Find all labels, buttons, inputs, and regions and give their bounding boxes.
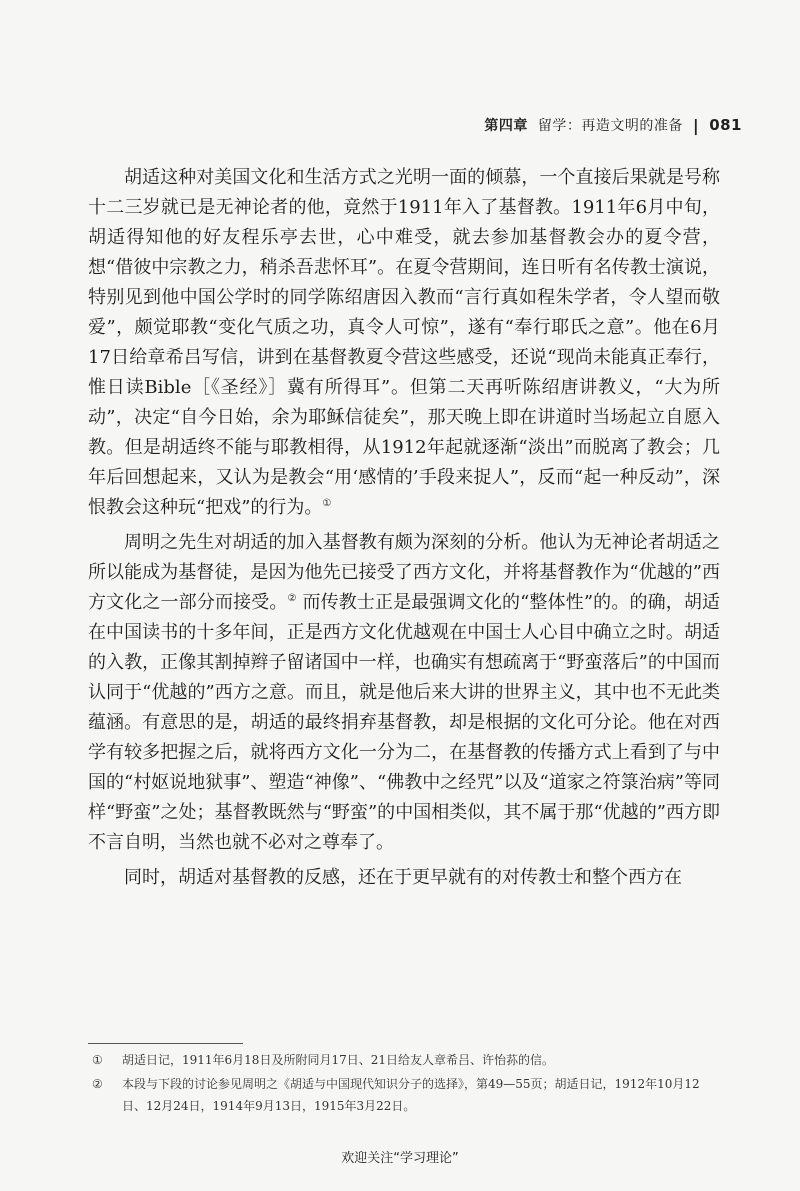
bottom-note: 欢迎关注“学习理论”	[341, 1151, 459, 1166]
footnote-2	[88, 1073, 720, 1117]
running-head	[420, 113, 742, 137]
body-text	[88, 163, 720, 893]
paragraph-3-text: 同时，胡适对基督教的反感，还在于更早就有的对传教士和整个西方在	[124, 867, 682, 888]
chapter-title: 留学：再造文明的准备	[537, 118, 683, 134]
footnote-2-text: 本段与下段的讨论参见周明之《胡适与中国现代知识分子的选择》，第49—55页；胡适日记，1912年10月12日、12月24日，1914年9月13日，1915年3月22日。	[122, 1077, 700, 1113]
paragraph-3	[88, 863, 720, 893]
paragraph-2	[88, 528, 720, 858]
footnote-1-text: 胡适日记，1911年6月18日及所附同月17日、21日给友人章希吕、许怡荪的信。	[122, 1053, 554, 1067]
footnote-divider	[88, 1043, 243, 1044]
paragraph-2-text: 周明之先生对胡适的加入基督教有颇为深刻的分析。他认为无神论者胡适之所以能成为基督徒，是因为他先已接受了西方文化，并将基督教作为“优越的”西方文化之一部分而接受。	[88, 532, 720, 613]
header-separator: |	[692, 115, 700, 135]
paragraph-1-text: 胡适这种对美国文化和生活方式之光明一面的倾慕，一个直接后果就是号称十二三岁就已是无神论者的他，竟然于1911年入了基督教。1911年6月中旬，胡适得知他的好友程乐亭去世，心中难受，就去参加基督教会办的夏令营，想“借彼中宗教之力，稍杀吾悲怀耳”。在夏令营期间，连日听有名传教士演说，特别见到他中国公学时的同学陈绍唐因入教而“言行真如程朱学者，令人望而敬爱”，颇觉耶教“变化气质之功，真令人可惊”，遂有“奉行耶氏之意”。他在6月17日给章希吕写信，讲到在基督教夏令营这些感受，还说“现尚未能真正奉行，惟日读Bible［《圣经》］冀有所得耳”。但第二天再听陈绍唐讲教义，“大为所动”，决定“自今日始，余为耶稣信徒矣”，那天晚上即在讲道时当场起立自愿入教。但是胡适终不能与耶教相得，从1912年起就逐渐“淡出”而脱离了教会；几年后回想起来，又认为是教会“用‘感情的’手段来捉人”，反而“起一种反动”，深恨教会这种玩“把戏”的行为。	[88, 167, 720, 518]
footnote-2-mark: ②	[92, 1077, 103, 1091]
chapter-label: 第四章	[484, 118, 528, 134]
paragraph-1	[88, 163, 720, 523]
footnote-ref-1[interactable]: ①	[322, 498, 332, 509]
paragraph-2-text-continued: 而传教士正是最强调文化的“整体性”的。的确，胡适在中国读书的十多年间，正是西方文化优越观在中国士人心目中确立之时。胡适的入教，正像其割掉辫子留诸国中一样，也确实有想疏离于“野蛮落后”的中国而认同于“优越的”西方之意。而且，就是他后来大讲的世界主义，其中也不无此类蕴涵。有意思的是，胡适的最终捐弃基督教，却是根据的文化可分论。他在对西学有较多把握之后，就将西方文化一分为二，在基督教的传播方式上看到了与中国的“村妪说地狱事”、塑造“神像”、“佛教中之经咒”以及“道家之符箓治病”等同样“野蛮”之处；基督教既然与“野蛮”的中国相类似，其不属于那“优越的”西方即不言自明，当然也就不必对之尊奉了。	[88, 592, 720, 853]
footnotes	[88, 1049, 720, 1117]
footnote-ref-2[interactable]: ②	[287, 593, 297, 604]
page-number: 081	[709, 116, 742, 134]
footnote-1-mark: ①	[92, 1053, 103, 1067]
footnote-1	[88, 1049, 720, 1071]
